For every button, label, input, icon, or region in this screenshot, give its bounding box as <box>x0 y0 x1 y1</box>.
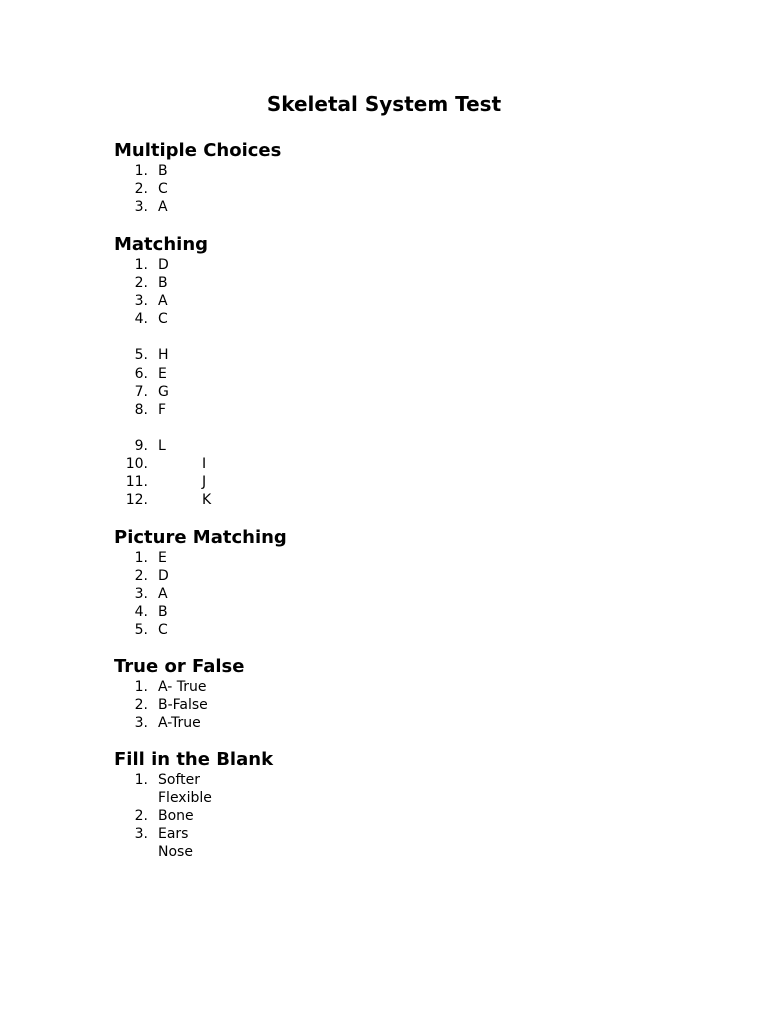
list-item <box>114 807 614 825</box>
section-heading: Picture Matching <box>114 527 287 548</box>
item-answer: A- True <box>158 679 207 695</box>
list-item <box>114 180 614 198</box>
list-item <box>114 473 614 491</box>
section-heading: Fill in the Blank <box>114 749 274 770</box>
list-item <box>114 567 614 585</box>
item-number: 3. <box>134 826 148 843</box>
list-item <box>114 603 614 621</box>
item-answer-continued: Nose <box>158 844 193 861</box>
item-number: 6. <box>134 365 148 382</box>
section-fill-in-the-blank <box>114 749 614 861</box>
list-item-continuation <box>114 789 614 807</box>
answer-list <box>114 162 614 216</box>
list-item-continuation <box>114 843 614 861</box>
item-number: 11. <box>125 474 148 491</box>
item-answer: B-False <box>158 697 208 714</box>
item-answer: D <box>158 568 169 585</box>
list-item <box>114 256 614 274</box>
item-answer: C <box>158 622 168 639</box>
item-number: 12. <box>125 492 148 509</box>
item-answer: B <box>158 163 168 179</box>
item-number: 2. <box>134 808 148 825</box>
item-number: 9. <box>134 437 148 454</box>
item-answer: Softer <box>158 772 200 788</box>
section-picture-matching <box>114 527 614 639</box>
section-true-false <box>114 656 614 732</box>
list-item <box>114 310 614 328</box>
list-item <box>114 714 614 732</box>
item-number: 2. <box>134 181 148 198</box>
item-number: 7. <box>134 383 148 400</box>
list-item <box>114 621 614 639</box>
item-answer: E <box>158 365 167 382</box>
item-answer-continued: Flexible <box>158 790 212 807</box>
item-number: 3. <box>134 293 148 310</box>
item-answer: A <box>158 199 168 216</box>
section-matching <box>114 234 614 509</box>
item-number: 1. <box>134 679 148 695</box>
item-answer: H <box>158 347 169 364</box>
item-answer: D <box>158 257 169 273</box>
list-item <box>114 491 614 509</box>
item-number: 1. <box>134 550 148 566</box>
item-number: 2. <box>134 568 148 585</box>
item-answer: G <box>158 383 169 400</box>
item-number: 10. <box>125 456 148 473</box>
item-number: 5. <box>134 622 148 639</box>
section-heading: Multiple Choices <box>114 140 282 161</box>
list-item <box>114 292 614 310</box>
item-answer: B <box>158 604 168 621</box>
list-item <box>114 346 614 364</box>
item-number: 1. <box>134 772 148 788</box>
answer-list <box>114 256 614 509</box>
item-answer: E <box>158 550 167 566</box>
list-item <box>114 162 614 180</box>
item-answer: I <box>202 456 207 473</box>
item-number: 2. <box>134 275 148 292</box>
item-answer: J <box>202 474 207 491</box>
item-number: 3. <box>134 586 148 603</box>
answer-list <box>114 678 614 732</box>
list-item <box>114 696 614 714</box>
list-item <box>114 198 614 216</box>
item-number: 3. <box>134 199 148 216</box>
list-item <box>114 455 614 473</box>
item-number: 4. <box>134 604 148 621</box>
section-heading: True or False <box>114 656 245 677</box>
item-number: 1. <box>134 163 148 179</box>
item-answer: A <box>158 293 168 310</box>
item-answer: Ears <box>158 826 189 843</box>
item-answer: B <box>158 275 168 292</box>
item-answer: F <box>158 401 167 418</box>
item-answer: A <box>158 586 168 603</box>
list-item <box>114 365 614 383</box>
item-answer: K <box>202 492 212 509</box>
item-answer: Bone <box>158 808 194 825</box>
list-item <box>114 771 614 789</box>
answer-list <box>114 549 614 639</box>
item-number: 3. <box>134 715 148 732</box>
list-item <box>114 549 614 567</box>
list-item <box>114 274 614 292</box>
list-item <box>114 585 614 603</box>
answer-list <box>114 771 614 861</box>
list-item <box>114 383 614 401</box>
item-number: 2. <box>134 697 148 714</box>
list-item <box>114 825 614 843</box>
list-item <box>114 678 614 696</box>
item-answer: L <box>158 437 166 454</box>
item-number: 4. <box>134 311 148 328</box>
list-item <box>114 401 614 419</box>
item-answer: A-True <box>158 715 201 732</box>
item-number: 8. <box>134 401 148 418</box>
item-answer: C <box>158 181 168 198</box>
item-number: 5. <box>134 347 148 364</box>
list-spacer <box>114 419 614 437</box>
section-multiple-choices <box>114 140 614 216</box>
list-spacer <box>114 328 614 346</box>
item-answer: C <box>158 311 168 328</box>
item-number: 1. <box>134 257 148 273</box>
section-heading: Matching <box>114 234 209 255</box>
list-item <box>114 437 614 455</box>
document-title: Skeletal System Test <box>266 92 502 116</box>
